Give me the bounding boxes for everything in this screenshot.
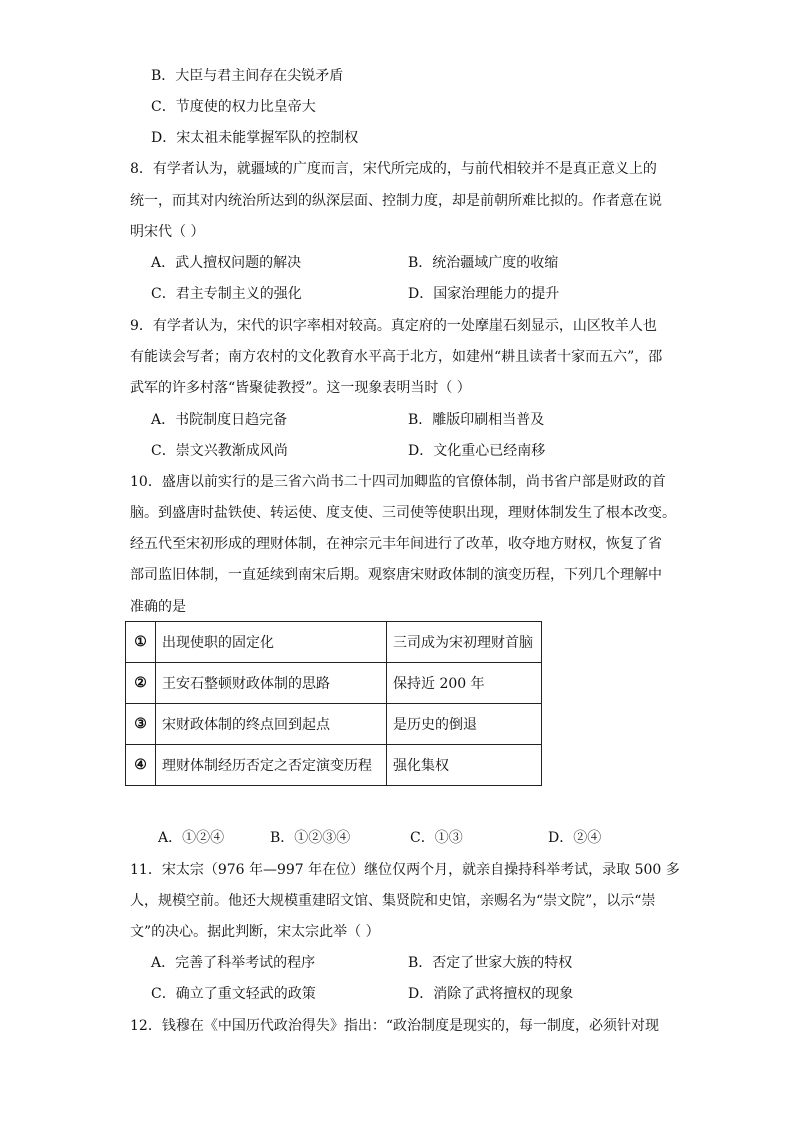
q7-option-d: D．宋太祖未能掌握军队的控制权 [151,130,359,146]
q9-option-c: C．崇文兴教渐成风尚 [151,443,288,459]
table-cell-left: 王安石整顿财政体制的思路 [156,663,387,704]
table-cell-left: 理财体制经历否定之否定演变历程 [156,745,387,786]
table-cell-number: ② [126,663,156,704]
q11-stem-line-1: 11．宋太宗（976 年—997 年在位）继位仅两个月，就亲自操持科举考试，录取 500 多 [130,862,680,878]
q10-stem-line-5: 准确的是 [130,599,186,615]
q9-option-d: D．文化重心已经南移 [408,443,546,459]
table-row [126,745,542,786]
q10-option-a: A．①②④ [158,830,225,846]
q8-stem-line-3: 明宋代（ ） [130,224,205,240]
q7-option-c: C．节度使的权力比皇帝大 [151,99,316,115]
q7-option-b: B．大臣与君主间存在尖锐矛盾 [151,68,344,84]
q9-stem-line-1: 9．有学者认为，宋代的识字率相对较高。真定府的一处摩崖石刻显示，山区牧羊人也 [130,318,657,334]
q10-stem-line-4: 部司监旧体制，一直延续到南宋后期。观察唐宋财政体制的演变历程，下列几个理解中 [130,567,662,583]
q9-stem-line-3: 武军的许多村落“皆聚徒教授”。这一现象表明当时（ ） [130,380,471,396]
table-cell-right: 保持近 200 年 [387,663,542,704]
q9-option-b: B．雕版印刷相当普及 [408,412,545,428]
table-row [126,663,542,704]
q11-option-c: C．确立了重文轻武的政策 [151,986,316,1002]
q10-option-b: B．①②③④ [270,830,351,846]
table-row [126,704,542,745]
q11-stem-line-3: 文”的决心。据此判断，宋太宗此举（ ） [130,924,380,940]
table-cell-left: 宋财政体制的终点回到起点 [156,704,387,745]
q8-option-a: A．武人擅权问题的解决 [151,255,302,271]
q11-stem-line-2: 人，规模空前。他还大规模重建昭文馆、集贤院和史馆，亲赐名为“崇文院”，以示“崇 [130,893,656,909]
q8-option-d: D．国家治理能力的提升 [408,286,560,302]
table-cell-left: 出现使职的固定化 [156,622,387,663]
table-cell-right: 是历史的倒退 [387,704,542,745]
q10-table [125,621,542,786]
q8-option-c: C．君主专制主义的强化 [151,286,302,302]
q8-stem-line-1: 8．有学者认为，就疆域的广度而言，宋代所完成的，与前代相较并不是真正意义上的 [130,161,657,177]
q10-stem-line-3: 经五代至宋初形成的理财体制，在神宗元丰年间进行了改革，收夺地方财权，恢复了省 [130,536,662,552]
table-cell-right: 强化集权 [387,745,542,786]
q12-stem-line-1: 12．钱穆在《中国历代政治得失》指出：“政治制度是现实的，每一制度，必须针对现 [130,1018,659,1034]
q9-stem-line-2: 有能读会写者；南方农村的文化教育水平高于北方，如建州“耕且读者十家而五六”，邵 [130,349,663,365]
table-cell-number: ③ [126,704,156,745]
q11-option-b: B．否定了世家大族的特权 [408,955,573,971]
table-row [126,622,542,663]
q10-option-d: D．②④ [548,830,602,846]
q8-stem-line-2: 统一，而其对内统治所达到的纵深层面、控制力度，却是前朝所难比拟的。作者意在说 [130,193,662,209]
q10-option-c: C．①③ [410,830,463,846]
table-cell-right: 三司成为宋初理财首脑 [387,622,542,663]
table-cell-number: ① [126,622,156,663]
q9-option-a: A．书院制度日趋完备 [151,412,288,428]
q11-option-d: D．消除了武将擅权的现象 [408,986,574,1002]
q10-stem-line-2: 脑。到盛唐时盐铁使、转运使、度支使、三司使等使职出现，理财体制发生了根本改变。 [130,505,676,521]
q11-option-a: A．完善了科举考试的程序 [151,955,316,971]
q8-option-b: B．统治疆域广度的收缩 [408,255,559,271]
table-cell-number: ④ [126,745,156,786]
q10-stem-line-1: 10．盛唐以前实行的是三省六尚书二十四司加卿监的官僚体制，尚书省户部是财政的首 [130,474,666,490]
